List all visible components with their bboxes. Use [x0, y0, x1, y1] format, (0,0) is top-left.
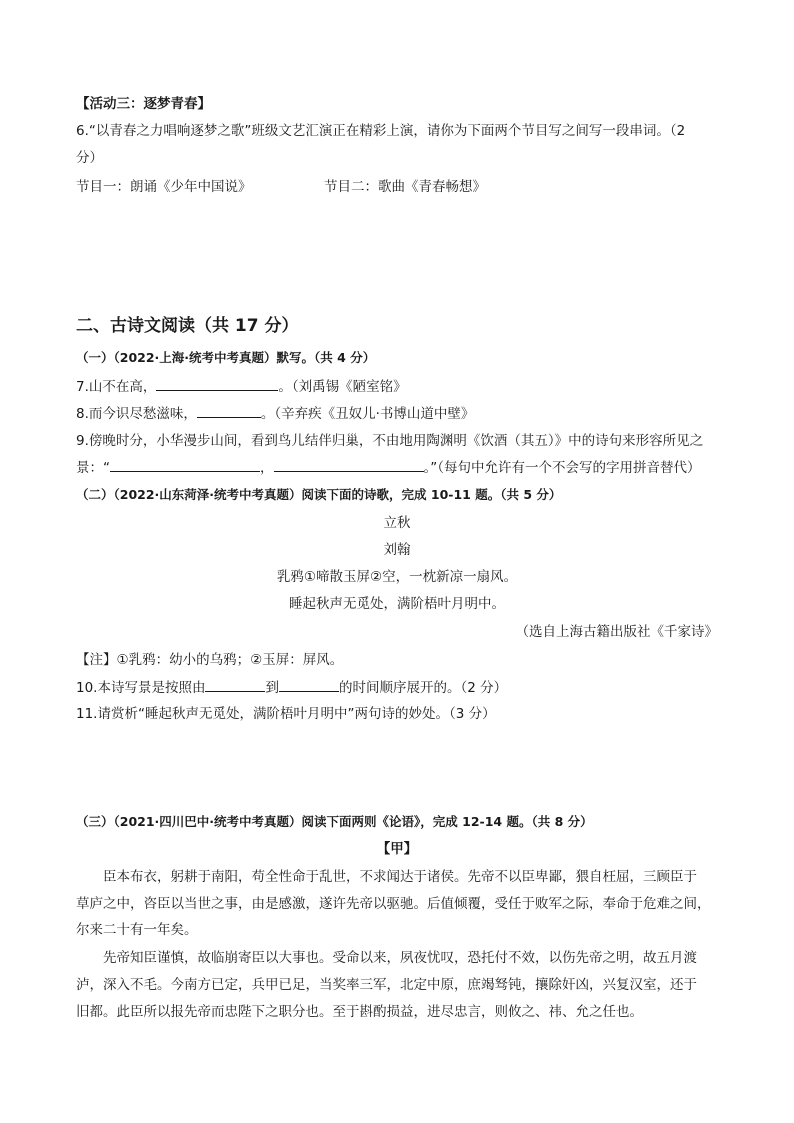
passage-p1-line1: 臣本布衣，躬耕于南阳，苟全性命于乱世，不求闻达于诸侯。先帝不以臣卑鄙，猥自枉屈，三顾臣于 — [103, 869, 697, 885]
passage-label-jia: 【甲】 — [376, 841, 418, 857]
question-9-mid: ， — [260, 460, 274, 476]
question-10-prefix: 10.本诗写景是按照由 — [76, 680, 206, 696]
question-10-mid: 到 — [265, 680, 279, 696]
question-9-line2 — [76, 457, 701, 478]
question-9-line1: 9.傍晚时分，小华漫步山间，看到鸟儿结伴归巢，不由地用陶渊明《饮酒（其五）》中的诗句来形容所见之 — [76, 433, 704, 449]
activity3-heading: 【活动三：逐梦青春】 — [76, 96, 211, 112]
section2-title: 二、古诗文阅读（共 17 分） — [76, 316, 299, 336]
poem-line-1: 乳鸦①啼散玉屏②空，一枕新凉一扇风。 — [276, 569, 518, 585]
part2-heading: （二）（2022·山东菏泽·统考中考真题）阅读下面的诗歌，完成 10-11 题。（共 5 分） — [76, 487, 562, 502]
poem-source: （选自上海古籍出版社《千家诗》 — [515, 624, 718, 640]
question-7-prefix: 7.山不在高， — [76, 379, 157, 395]
question-10-suffix: 的时间顺序展开的。（2 分） — [338, 680, 508, 696]
passage-p2-line3: 旧都。此臣所以报先帝而忠陛下之职分也。至于斟酌损益，进尽忠言，则攸之、祎、允之任也。 — [76, 1004, 643, 1020]
answer-blank[interactable] — [197, 403, 261, 418]
question-9-suffix: 。”（每句中允许有一个不会写的字用拼音替代） — [423, 460, 701, 476]
poem-note: 【注】①乳鸦：幼小的乌鸦；②玉屏：屏风。 — [76, 652, 344, 668]
question-8-prefix: 8.而今识尽愁滋味， — [76, 406, 197, 422]
answer-blank[interactable] — [279, 677, 339, 692]
passage-p2-line2: 泸，深入不毛。今南方已定，兵甲已足，当奖率三军，北定中原，庶竭驽钝，攘除奸凶，兴复汉室，还于 — [76, 977, 697, 993]
program-1: 节目一：朗诵《少年中国说》 — [76, 179, 252, 195]
poem-author: 刘翰 — [383, 542, 411, 558]
question-7-suffix: 。（刘禹锡《陋室铭》 — [278, 379, 407, 395]
passage-p2-line1: 先帝知臣谨慎，故临崩寄臣以大事也。受命以来，夙夜忧叹，恐托付不效，以伤先帝之明，故五月渡 — [103, 950, 697, 966]
program-2: 节目二：歌曲《青春畅想》 — [324, 179, 486, 195]
answer-blank[interactable] — [110, 457, 260, 472]
question-11: 11.请赏析“睡起秋声无觅处，满阶梧叶月明中”两句诗的妙处。（3 分） — [76, 706, 496, 722]
poem-title: 立秋 — [383, 515, 411, 531]
question-8 — [76, 403, 474, 424]
question-6-points: 分） — [76, 150, 103, 166]
part1-heading: （一）（2022·上海·统考中考真题）默写。（共 4 分） — [76, 350, 376, 365]
answer-blank[interactable] — [156, 376, 278, 391]
part3-heading: （三）（2021·四川巴中·统考中考真题）阅读下面两则《论语》，完成 12-14 题。（共 8 分） — [76, 814, 593, 829]
question-8-suffix: 。（辛弃疾《丑奴儿·书博山道中壁》 — [260, 406, 475, 422]
passage-p1-line3: 尔来二十有一年矣。 — [76, 922, 198, 938]
question-6-text: 6.“以青春之力唱响逐梦之歌”班级文艺汇演正在精彩上演，请你为下面两个节目写之间写一段串词。（2 — [76, 123, 686, 139]
answer-blank[interactable] — [274, 457, 424, 472]
question-10 — [76, 677, 507, 698]
passage-p1-line2: 草庐之中，咨臣以当世之事，由是感激，遂许先帝以驱驰。后值倾覆，受任于败军之际，奉命于危难之间， — [76, 896, 711, 912]
question-7 — [76, 376, 407, 397]
poem-line-2: 睡起秋声无觅处，满阶梧叶月明中。 — [289, 596, 505, 612]
answer-blank[interactable] — [205, 677, 265, 692]
question-9-prefix: 景：“ — [76, 460, 110, 476]
